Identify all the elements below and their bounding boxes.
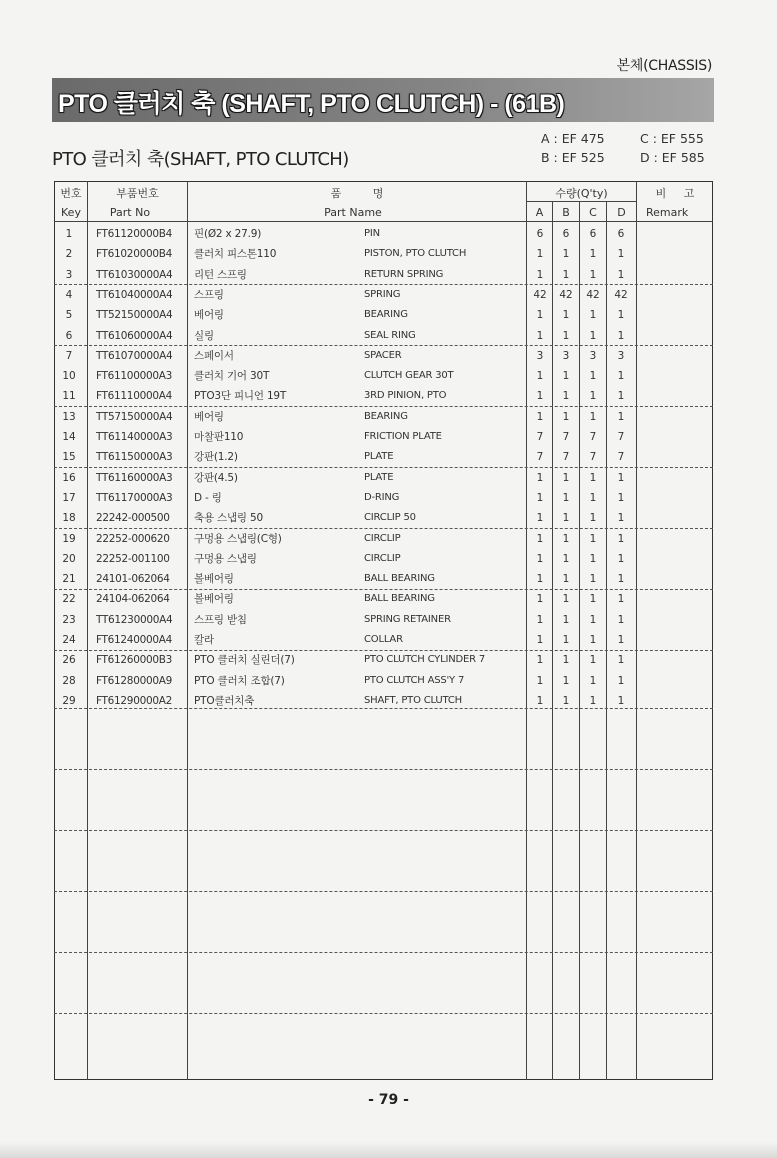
model-legend-right xyxy=(640,129,705,167)
row-qty-c: 1 xyxy=(589,634,597,646)
row-part-name-english: CIRCLIP xyxy=(364,533,401,544)
row-qty-c: 1 xyxy=(589,330,597,342)
row-key: 4 xyxy=(65,289,73,301)
row-key: 24 xyxy=(62,634,76,646)
row-qty-d: 1 xyxy=(617,634,625,646)
row-part-number: FT61280000A9 xyxy=(96,675,172,687)
row-part-name-english: PLATE xyxy=(364,472,394,483)
row-part-name-korean: 리턴 스프링 xyxy=(194,269,247,281)
row-part-name-korean: 클러치 피스톤110 xyxy=(194,248,277,260)
section-label: 본체(CHASSIS) xyxy=(616,58,712,74)
row-part-name-english: CIRCLIP xyxy=(364,553,401,564)
row-qty-a: 3 xyxy=(536,350,544,362)
row-part-number: TT61040000A4 xyxy=(96,289,173,301)
row-part-name-korean: 강판(1.2) xyxy=(194,451,238,463)
row-part-name-korean: 구멍용 스냅링 xyxy=(194,553,257,565)
row-part-name-korean: PTO3단 피니언 19T xyxy=(194,390,287,402)
row-qty-a: 1 xyxy=(536,512,544,524)
header-key-kor: 번호 xyxy=(60,187,82,200)
row-part-name-english: SPRING xyxy=(364,289,401,300)
page-subtitle: PTO 클러치 축(SHAFT, PTO CLUTCH) xyxy=(52,149,349,170)
row-qty-b: 1 xyxy=(562,512,570,524)
row-part-number: TT61030000A4 xyxy=(96,269,173,281)
header-name-kor: 품 명 xyxy=(330,187,384,200)
row-part-name-english: CLUTCH GEAR 30T xyxy=(364,370,454,381)
row-qty-a: 1 xyxy=(536,370,544,382)
column-divider xyxy=(187,181,188,1080)
row-qty-a: 1 xyxy=(536,675,544,687)
header-qty-c: C xyxy=(589,206,597,219)
row-qty-a: 1 xyxy=(536,654,544,666)
row-qty-d: 1 xyxy=(617,654,625,666)
row-part-number: FT61290000A2 xyxy=(96,695,172,707)
row-qty-d: 1 xyxy=(617,533,625,545)
row-qty-c: 1 xyxy=(589,533,597,545)
header-key-eng: Key xyxy=(61,206,81,219)
row-key: 1 xyxy=(65,228,73,240)
header-qty-b: B xyxy=(562,206,570,219)
row-part-number: TT61150000A3 xyxy=(96,451,173,463)
row-part-name-english: D-RING xyxy=(364,492,400,503)
page-number: - 79 - xyxy=(368,1092,409,1108)
row-part-name-english: FRICTION PLATE xyxy=(364,431,442,442)
row-qty-d: 1 xyxy=(617,370,625,382)
row-part-name-korean: 스프링 xyxy=(194,289,224,301)
row-qty-c: 1 xyxy=(589,593,597,605)
row-qty-b: 1 xyxy=(562,654,570,666)
row-qty-b: 1 xyxy=(562,248,570,260)
row-qty-c: 1 xyxy=(589,411,597,423)
title-banner xyxy=(52,78,714,122)
row-part-name-english: PTO CLUTCH ASS'Y 7 xyxy=(364,675,465,686)
row-qty-d: 7 xyxy=(617,451,625,463)
header-qty-d: D xyxy=(617,206,626,219)
row-part-number: TT61140000A3 xyxy=(96,431,173,443)
row-qty-a: 1 xyxy=(536,411,544,423)
row-qty-d: 1 xyxy=(617,411,625,423)
row-part-number: 22252-000620 xyxy=(96,533,170,545)
row-part-number: TT61230000A4 xyxy=(96,614,173,626)
row-qty-d: 42 xyxy=(614,289,628,301)
row-key: 22 xyxy=(62,593,76,605)
row-group-separator xyxy=(54,1013,713,1014)
row-qty-c: 42 xyxy=(586,289,600,301)
row-key: 18 xyxy=(62,512,76,524)
row-part-name-english: BALL BEARING xyxy=(364,573,435,584)
column-divider xyxy=(636,181,637,1080)
row-part-number: TT57150000A4 xyxy=(96,411,173,423)
row-qty-b: 1 xyxy=(562,492,570,504)
row-qty-c: 1 xyxy=(589,512,597,524)
row-part-name-english: BEARING xyxy=(364,309,408,320)
row-qty-c: 1 xyxy=(589,248,597,260)
row-qty-a: 1 xyxy=(536,330,544,342)
row-key: 13 xyxy=(62,411,76,423)
row-qty-b: 1 xyxy=(562,593,570,605)
row-part-name-english: CIRCLIP 50 xyxy=(364,512,416,523)
row-part-number: FT61020000B4 xyxy=(96,248,172,260)
row-part-name-english: SEAL RING xyxy=(364,330,416,341)
row-part-number: TT52150000A4 xyxy=(96,309,173,321)
row-qty-a: 1 xyxy=(536,248,544,260)
row-key: 16 xyxy=(62,472,76,484)
row-qty-c: 1 xyxy=(589,370,597,382)
row-qty-c: 1 xyxy=(589,675,597,687)
header-qty-a: A xyxy=(535,206,544,219)
header-partno-eng: Part No xyxy=(109,206,151,219)
row-part-name-korean: 스페이서 xyxy=(194,350,234,362)
row-qty-b: 42 xyxy=(559,289,573,301)
row-key: 21 xyxy=(62,573,76,585)
row-part-number: 22242-000500 xyxy=(96,512,170,524)
row-qty-c: 6 xyxy=(589,228,597,240)
model-legend-left xyxy=(541,129,605,167)
row-qty-a: 1 xyxy=(536,309,544,321)
row-part-name-english: PIN xyxy=(364,228,380,239)
row-part-number: FT61120000B4 xyxy=(96,228,172,240)
row-key: 6 xyxy=(65,330,73,342)
row-key: 15 xyxy=(62,451,76,463)
row-qty-c: 1 xyxy=(589,492,597,504)
row-qty-a: 1 xyxy=(536,269,544,281)
row-key: 17 xyxy=(62,492,76,504)
row-qty-b: 3 xyxy=(562,350,570,362)
row-key: 23 xyxy=(62,614,76,626)
row-part-name-english: BEARING xyxy=(364,411,408,422)
row-qty-a: 1 xyxy=(536,573,544,585)
row-group-separator xyxy=(54,952,713,953)
row-qty-d: 1 xyxy=(617,675,625,687)
header-bottom-rule xyxy=(54,221,713,222)
row-key: 3 xyxy=(65,269,73,281)
row-qty-b: 1 xyxy=(562,675,570,687)
row-qty-a: 1 xyxy=(536,390,544,402)
row-qty-a: 1 xyxy=(536,695,544,707)
row-qty-d: 1 xyxy=(617,248,625,260)
row-part-name-korean: 구멍용 스냅링(C형) xyxy=(194,533,282,545)
header-remark-kor: 비 고 xyxy=(655,187,695,200)
row-qty-c: 1 xyxy=(589,390,597,402)
row-group-separator xyxy=(54,891,713,892)
row-qty-a: 1 xyxy=(536,533,544,545)
row-key: 14 xyxy=(62,431,76,443)
row-qty-c: 1 xyxy=(589,269,597,281)
row-part-name-korean: 강판(4.5) xyxy=(194,472,238,484)
qty-header-split xyxy=(526,201,636,202)
row-part-name-korean: 축용 스냅링 50 xyxy=(194,512,263,524)
row-part-name-english: SHAFT, PTO CLUTCH xyxy=(364,695,462,706)
row-group-separator xyxy=(54,830,713,831)
row-qty-b: 6 xyxy=(562,228,570,240)
row-key: 10 xyxy=(62,370,76,382)
row-key: 5 xyxy=(65,309,73,321)
row-key: 19 xyxy=(62,533,76,545)
row-qty-b: 1 xyxy=(562,634,570,646)
row-part-name-korean: 볼베어링 xyxy=(194,593,234,605)
column-divider xyxy=(87,181,88,1080)
row-part-number: 24101-062064 xyxy=(96,573,170,585)
row-part-name-korean: 클러치 기어 30T xyxy=(194,370,270,382)
row-qty-d: 1 xyxy=(617,472,625,484)
row-key: 11 xyxy=(62,390,76,402)
row-part-name-english: PTO CLUTCH CYLINDER 7 xyxy=(364,654,485,665)
row-qty-d: 1 xyxy=(617,573,625,585)
row-qty-c: 1 xyxy=(589,654,597,666)
row-qty-d: 1 xyxy=(617,593,625,605)
row-qty-c: 1 xyxy=(589,614,597,626)
row-part-number: FT61260000B3 xyxy=(96,654,172,666)
row-qty-b: 1 xyxy=(562,553,570,565)
row-qty-a: 1 xyxy=(536,614,544,626)
row-part-name-korean: PTO 클러치 실린더(7) xyxy=(194,654,295,666)
header-partno-kor: 부품번호 xyxy=(116,187,159,200)
row-qty-c: 1 xyxy=(589,553,597,565)
row-qty-a: 1 xyxy=(536,634,544,646)
model-d-label: D : EF 585 xyxy=(640,150,705,165)
row-qty-d: 6 xyxy=(617,228,625,240)
row-key: 7 xyxy=(65,350,73,362)
row-qty-d: 1 xyxy=(617,269,625,281)
row-part-number: FT61240000A4 xyxy=(96,634,172,646)
row-qty-d: 1 xyxy=(617,512,625,524)
row-qty-d: 1 xyxy=(617,390,625,402)
row-part-name-korean: 칼라 xyxy=(194,634,214,646)
model-b-label: B : EF 525 xyxy=(541,150,605,165)
row-part-name-english: PISTON, PTO CLUTCH xyxy=(364,248,467,259)
row-qty-b: 1 xyxy=(562,573,570,585)
row-qty-b: 1 xyxy=(562,614,570,626)
row-qty-b: 1 xyxy=(562,411,570,423)
column-divider xyxy=(606,201,607,1080)
row-qty-b: 1 xyxy=(562,472,570,484)
row-qty-a: 7 xyxy=(536,431,544,443)
row-part-name-korean: 볼베어링 xyxy=(194,573,234,585)
row-qty-c: 1 xyxy=(589,695,597,707)
row-key: 20 xyxy=(62,553,76,565)
row-part-name-english: SPRING RETAINER xyxy=(364,614,451,625)
row-part-number: FT61110000A4 xyxy=(96,390,172,402)
row-part-name-english: 3RD PINION, PTO xyxy=(364,390,447,401)
row-qty-d: 1 xyxy=(617,309,625,321)
header-qty: 수량(Q'ty) xyxy=(555,187,608,200)
row-qty-d: 1 xyxy=(617,695,625,707)
row-qty-c: 3 xyxy=(589,350,597,362)
row-qty-b: 1 xyxy=(562,330,570,342)
model-a-label: A : EF 475 xyxy=(541,131,605,146)
row-qty-d: 1 xyxy=(617,553,625,565)
row-qty-d: 1 xyxy=(617,492,625,504)
row-part-number: 22252-001100 xyxy=(96,553,170,565)
row-qty-c: 1 xyxy=(589,309,597,321)
row-key: 2 xyxy=(65,248,73,260)
row-qty-a: 7 xyxy=(536,451,544,463)
row-part-name-korean: 실링 xyxy=(194,330,214,342)
row-group-separator xyxy=(54,769,713,770)
row-part-name-english: SPACER xyxy=(364,350,402,361)
row-qty-b: 1 xyxy=(562,390,570,402)
row-qty-b: 1 xyxy=(562,309,570,321)
row-qty-c: 1 xyxy=(589,573,597,585)
row-qty-c: 7 xyxy=(589,451,597,463)
row-qty-b: 7 xyxy=(562,431,570,443)
page-bottom-strip xyxy=(0,1142,777,1158)
row-part-name-korean: D - 링 xyxy=(194,492,222,504)
row-part-number: 24104-062064 xyxy=(96,593,170,605)
row-qty-d: 7 xyxy=(617,431,625,443)
row-qty-a: 1 xyxy=(536,472,544,484)
header-name-eng: Part Name xyxy=(324,206,382,219)
row-qty-d: 1 xyxy=(617,614,625,626)
row-qty-a: 6 xyxy=(536,228,544,240)
row-part-number: TT61060000A4 xyxy=(96,330,173,342)
row-qty-a: 1 xyxy=(536,553,544,565)
row-part-name-korean: 마찰판110 xyxy=(194,431,244,443)
row-part-name-korean: PTO 클러치 조합(7) xyxy=(194,675,285,687)
row-part-number: TT61160000A3 xyxy=(96,472,173,484)
row-part-number: TT61070000A4 xyxy=(96,350,173,362)
row-qty-b: 7 xyxy=(562,451,570,463)
row-qty-c: 1 xyxy=(589,472,597,484)
row-part-name-english: RETURN SPRING xyxy=(364,269,444,280)
row-qty-a: 1 xyxy=(536,593,544,605)
row-key: 28 xyxy=(62,675,76,687)
row-key: 26 xyxy=(62,654,76,666)
row-part-name-english: PLATE xyxy=(364,451,394,462)
row-part-name-english: BALL BEARING xyxy=(364,593,435,604)
row-qty-c: 7 xyxy=(589,431,597,443)
row-part-number: TT61170000A3 xyxy=(96,492,173,504)
row-part-name-english: COLLAR xyxy=(364,634,403,645)
banner-title: PTO 클러치 축 (SHAFT, PTO CLUTCH) - (61B) xyxy=(58,90,565,118)
row-qty-a: 1 xyxy=(536,492,544,504)
row-part-name-korean: PTO클러치축 xyxy=(194,695,255,707)
row-part-name-korean: 핀(Ø2 x 27.9) xyxy=(194,228,262,240)
model-c-label: C : EF 555 xyxy=(640,131,704,146)
row-qty-b: 1 xyxy=(562,533,570,545)
row-qty-d: 1 xyxy=(617,330,625,342)
row-qty-b: 1 xyxy=(562,269,570,281)
row-qty-d: 3 xyxy=(617,350,625,362)
row-key: 29 xyxy=(62,695,76,707)
header-remark-eng: Remark xyxy=(646,206,689,219)
row-qty-b: 1 xyxy=(562,370,570,382)
row-part-name-korean: 스프링 받침 xyxy=(194,614,247,626)
row-part-name-korean: 베어링 xyxy=(194,309,224,321)
row-qty-b: 1 xyxy=(562,695,570,707)
row-part-number: FT61100000A3 xyxy=(96,370,172,382)
row-qty-a: 42 xyxy=(533,289,547,301)
row-part-name-korean: 베어링 xyxy=(194,411,224,423)
